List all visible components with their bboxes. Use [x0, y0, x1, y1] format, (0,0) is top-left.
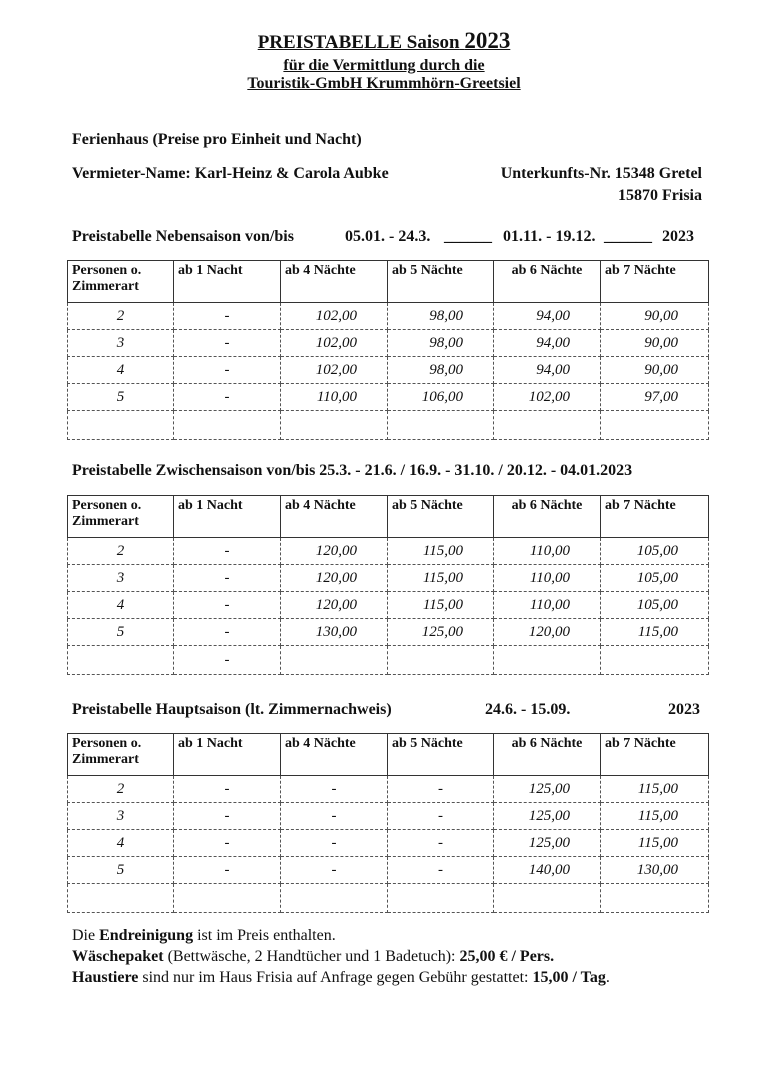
cell-price: [281, 411, 388, 440]
cell-price: 90,00: [601, 330, 709, 357]
cell-price: 105,00: [601, 538, 709, 565]
note-pets-bold: Haustiere: [72, 969, 139, 986]
cell-price: -: [174, 803, 281, 830]
note-pets-end: .: [605, 969, 610, 986]
title-year: 2023: [464, 28, 511, 53]
cell-price: 130,00: [601, 857, 709, 884]
cell-price: 110,00: [494, 592, 601, 619]
cell-price: 115,00: [601, 803, 709, 830]
table-row: [68, 646, 709, 675]
nebensaison-label: Preistabelle Nebensaison von/bis: [72, 228, 294, 245]
hauptsaison-period: 24.6. - 15.09.: [485, 701, 571, 718]
cell-price: -: [281, 857, 388, 884]
note-linen-bold: Wäschepaket: [72, 948, 164, 965]
note-linen-price: 25,00 € / Pers.: [459, 948, 555, 965]
table-row: [68, 884, 709, 913]
cell-price: 130,00: [281, 619, 388, 646]
cell-price: -: [174, 646, 281, 675]
table-header-row: [68, 734, 709, 776]
cell-price: 120,00: [281, 565, 388, 592]
col-header-4-nights: ab 4 Nächte: [281, 734, 388, 776]
cell-persons: 2: [68, 776, 174, 803]
cell-persons: 4: [68, 357, 174, 384]
cell-price: [388, 884, 494, 913]
table-row: [68, 357, 709, 384]
cell-price: 106,00: [388, 384, 494, 411]
col-header-7-nights: ab 7 Nächte: [601, 496, 709, 538]
col-header-5-nights: ab 5 Nächte: [388, 261, 494, 303]
cell-price: 115,00: [601, 830, 709, 857]
cell-price: -: [388, 830, 494, 857]
col-header-5-nights: ab 5 Nächte: [388, 496, 494, 538]
cell-price: 98,00: [388, 330, 494, 357]
cell-price: -: [174, 303, 281, 330]
cell-price: 125,00: [494, 830, 601, 857]
note-cleaning-post: ist im Preis enthalten.: [197, 927, 336, 944]
note-linen-text: (Bettwäsche, 2 Handtücher und 1 Badetuch):: [167, 948, 456, 965]
cell-persons: 3: [68, 803, 174, 830]
unit-number-line1: Unterkunfts-Nr. 15348 Gretel: [500, 165, 702, 182]
table-row: [68, 384, 709, 411]
cell-price: 110,00: [494, 538, 601, 565]
cell-price: 110,00: [281, 384, 388, 411]
table-row: [68, 592, 709, 619]
cell-price: 102,00: [281, 303, 388, 330]
col-header-1-night: ab 1 Nacht: [174, 734, 281, 776]
nebensaison-heading: [72, 228, 294, 246]
col-header-1-night: ab 1 Nacht: [174, 261, 281, 303]
cell-price: [601, 411, 709, 440]
cell-price: 115,00: [388, 565, 494, 592]
table-header-row: [68, 496, 709, 538]
unit-type: Ferienhaus (Preise pro Einheit und Nacht): [72, 131, 362, 148]
hauptsaison-label: Preistabelle Hauptsaison (lt. Zimmernachweis): [72, 701, 392, 718]
cell-price: 120,00: [281, 592, 388, 619]
cell-price: [281, 884, 388, 913]
nebensaison-blank1: ______: [444, 228, 492, 245]
nebensaison-period1: 05.01. - 24.3.: [345, 228, 431, 245]
cell-price: 105,00: [601, 565, 709, 592]
cell-price: -: [174, 565, 281, 592]
table-row: [68, 776, 709, 803]
cell-price: [601, 884, 709, 913]
cell-price: 115,00: [601, 776, 709, 803]
subtitle-line2: Touristik-GmbH Krummhörn-Greetsiel: [247, 75, 521, 92]
cell-price: 94,00: [494, 357, 601, 384]
col-header-6-nights: ab 6 Nächte: [494, 734, 601, 776]
cell-price: -: [281, 803, 388, 830]
note-cleaning-pre: Die: [72, 927, 96, 944]
page-title: [0, 28, 768, 54]
table-row: [68, 411, 709, 440]
cell-price: -: [174, 357, 281, 384]
cell-price: 125,00: [388, 619, 494, 646]
col-header-persons: Personen o. Zimmerart: [68, 734, 174, 776]
cell-price: 105,00: [601, 592, 709, 619]
hauptsaison-year: 2023: [668, 701, 700, 718]
cell-persons: 2: [68, 538, 174, 565]
nebensaison-year: 2023: [662, 228, 694, 245]
note-pets-text: sind nur im Haus Frisia auf Anfrage gegen Gebühr gestattet:: [142, 969, 529, 986]
col-header-4-nights: ab 4 Nächte: [281, 261, 388, 303]
cell-persons: 5: [68, 857, 174, 884]
cell-price: -: [174, 857, 281, 884]
cell-price: -: [281, 776, 388, 803]
cell-persons: 5: [68, 384, 174, 411]
cell-price: [601, 646, 709, 675]
cell-price: 90,00: [601, 303, 709, 330]
cell-price: -: [174, 592, 281, 619]
table-row: [68, 538, 709, 565]
cell-price: -: [174, 619, 281, 646]
nebensaison-blank2: ______: [604, 228, 652, 245]
cell-price: 125,00: [494, 803, 601, 830]
cell-price: -: [388, 776, 494, 803]
col-header-7-nights: ab 7 Nächte: [601, 734, 709, 776]
cell-price: [174, 411, 281, 440]
cell-price: 97,00: [601, 384, 709, 411]
col-header-6-nights: ab 6 Nächte: [494, 496, 601, 538]
cell-price: [388, 411, 494, 440]
cell-price: -: [388, 803, 494, 830]
cell-price: -: [174, 776, 281, 803]
cell-price: 102,00: [494, 384, 601, 411]
note-pets: [72, 969, 610, 987]
col-header-persons: Personen o. Zimmerart: [68, 261, 174, 303]
cell-persons: [68, 646, 174, 675]
table-row: [68, 857, 709, 884]
table-row: [68, 803, 709, 830]
hauptsaison-table: [67, 733, 709, 913]
cell-price: 140,00: [494, 857, 601, 884]
table-row: [68, 830, 709, 857]
cell-persons: 2: [68, 303, 174, 330]
cell-price: 102,00: [281, 357, 388, 384]
cell-price: [281, 646, 388, 675]
cell-price: 115,00: [388, 592, 494, 619]
cell-persons: [68, 411, 174, 440]
cell-price: 90,00: [601, 357, 709, 384]
col-header-1-night: ab 1 Nacht: [174, 496, 281, 538]
nebensaison-period2: 01.11. - 19.12.: [503, 228, 596, 245]
cell-price: -: [174, 830, 281, 857]
unit-number-line2: 15870 Frisia: [618, 187, 702, 204]
cell-price: [494, 884, 601, 913]
table-row: [68, 303, 709, 330]
cell-persons: 5: [68, 619, 174, 646]
cell-persons: 4: [68, 830, 174, 857]
cell-price: 94,00: [494, 303, 601, 330]
note-cleaning: [72, 927, 336, 945]
table-header-row: [68, 261, 709, 303]
cell-price: 115,00: [601, 619, 709, 646]
col-header-persons: Personen o. Zimmerart: [68, 496, 174, 538]
cell-price: [494, 646, 601, 675]
col-header-5-nights: ab 5 Nächte: [388, 734, 494, 776]
col-header-7-nights: ab 7 Nächte: [601, 261, 709, 303]
note-linen: [72, 948, 554, 966]
cell-price: 98,00: [388, 303, 494, 330]
cell-price: 110,00: [494, 565, 601, 592]
table-row: [68, 619, 709, 646]
landlord-name: Vermieter-Name: Karl-Heinz & Carola Aubke: [72, 165, 389, 182]
col-header-4-nights: ab 4 Nächte: [281, 496, 388, 538]
cell-price: [174, 884, 281, 913]
cell-price: 125,00: [494, 776, 601, 803]
cell-price: -: [388, 857, 494, 884]
cell-price: 115,00: [388, 538, 494, 565]
cell-price: -: [281, 830, 388, 857]
cell-price: [388, 646, 494, 675]
zwischensaison-heading: Preistabelle Zwischensaison von/bis 25.3. - 21.6. / 16.9. - 31.10. / 20.12. - 04.01.2023: [72, 462, 633, 479]
cell-persons: 4: [68, 592, 174, 619]
col-header-6-nights: ab 6 Nächte: [494, 261, 601, 303]
note-cleaning-bold: Endreinigung: [99, 927, 194, 944]
cell-price: -: [174, 538, 281, 565]
table-row: [68, 565, 709, 592]
cell-price: 94,00: [494, 330, 601, 357]
nebensaison-table: [67, 260, 709, 440]
cell-price: 120,00: [494, 619, 601, 646]
cell-price: -: [174, 330, 281, 357]
cell-price: 120,00: [281, 538, 388, 565]
cell-persons: [68, 884, 174, 913]
zwischensaison-table: [67, 495, 709, 675]
cell-persons: 3: [68, 565, 174, 592]
cell-price: 98,00: [388, 357, 494, 384]
note-pets-price: 15,00 / Tag: [532, 969, 606, 986]
subtitle-line1: für die Vermittlung durch die: [283, 57, 485, 74]
cell-price: 102,00: [281, 330, 388, 357]
title-prefix: PREISTABELLE Saison: [257, 32, 460, 53]
cell-persons: 3: [68, 330, 174, 357]
cell-price: -: [174, 384, 281, 411]
cell-price: [494, 411, 601, 440]
table-row: [68, 330, 709, 357]
